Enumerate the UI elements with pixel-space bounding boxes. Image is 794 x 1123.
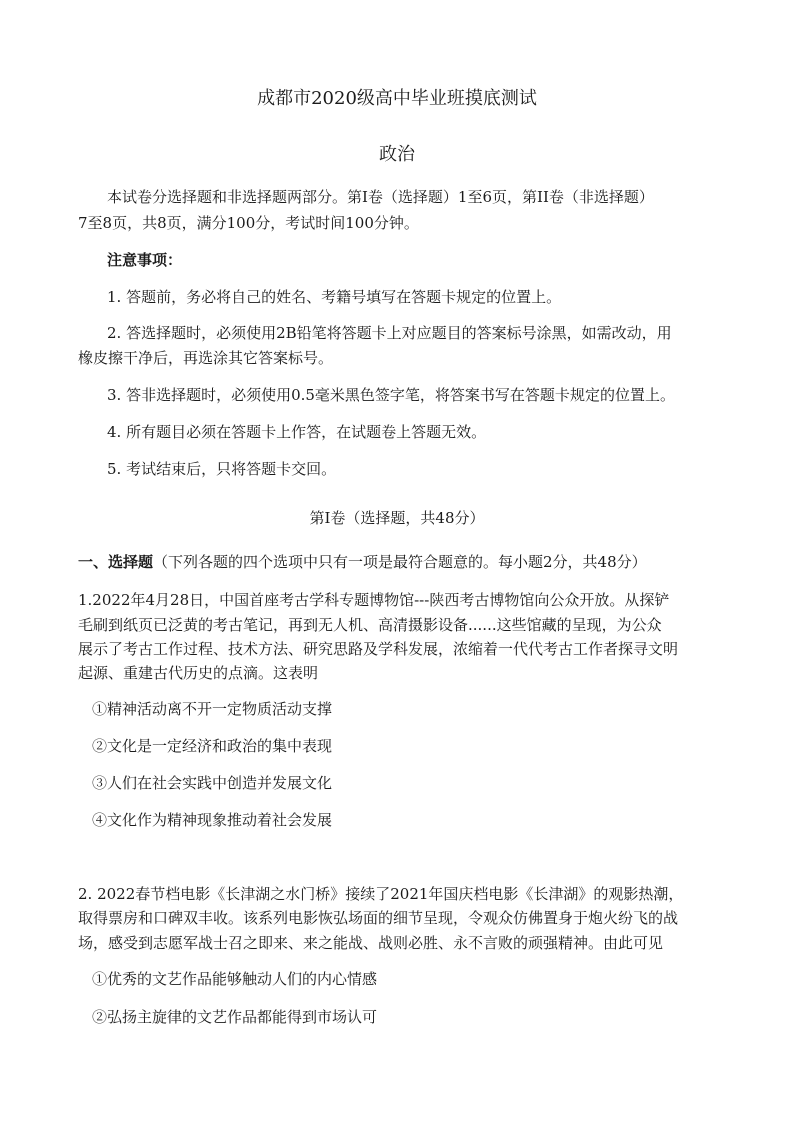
subject-title: 政治 bbox=[379, 144, 415, 165]
notice-item-5: 5. 考试结束后，只将答题卡交回。 bbox=[107, 460, 337, 478]
q1-statement-3: ③人们在社会实践中创造并发展文化 bbox=[92, 774, 333, 792]
q2-statement-2: ②弘扬主旋律的文艺作品都能得到市场认可 bbox=[92, 1008, 378, 1026]
q1-statement-2: ②文化是一定经济和政治的集中表现 bbox=[92, 737, 333, 755]
q2-stem-line-2: 取得票房和口碑双丰收。该系列电影恢弘场面的细节呈现，令观众仿佛置身于炮火纷飞的战 bbox=[78, 909, 679, 927]
q1-stem-line-2: 毛刷到纸页已泛黄的考古笔记，再到无人机、高清摄影设备......这些馆藏的呈现，为公众 bbox=[78, 616, 662, 634]
q2-statement-1: ①优秀的文艺作品能够触动人们的内心情感 bbox=[92, 970, 378, 988]
notice-item-2-line-2: 橡皮擦干净后，再选涂其它答案标号。 bbox=[78, 349, 334, 367]
q1-statement-4: ④文化作为精神现象推动着社会发展 bbox=[92, 811, 333, 829]
notice-item-2-line-1: 2. 答选择题时，必须使用2B铅笔将答题卡上对应题目的答案标号涂黑，如需改动，用 bbox=[107, 324, 672, 342]
page-title: 成都市2020级高中毕业班摸底测试 bbox=[257, 88, 537, 109]
q1-stem-line-4: 起源、重建古代历史的点滴。这表明 bbox=[78, 664, 319, 682]
notice-heading: 注意事项： bbox=[107, 251, 183, 269]
notice-item-3: 3. 答非选择题时，必须使用0.5毫米黑色签字笔，将答案书写在答题卡规定的位置上。 bbox=[107, 386, 675, 404]
q1-statement-1: ①精神活动离不开一定物质活动支撑 bbox=[92, 700, 333, 718]
intro-line-2: 7至8页，共8页，满分100分，考试时间100分钟。 bbox=[78, 214, 419, 232]
part-heading bbox=[78, 551, 718, 573]
intro-line-1: 本试卷分选择题和非选择题两部分。第I卷（选择题）1至6页，第II卷（非选择题） bbox=[107, 188, 654, 206]
notice-item-4: 4. 所有题目必须在答题卡上作答，在试题卷上答题无效。 bbox=[107, 423, 487, 441]
part-label: 一、选择题 bbox=[78, 553, 154, 571]
section-heading: 第I卷（选择题，共48分） bbox=[309, 509, 485, 527]
part-description: （下列各题的四个选项中只有一项是最符合题意的。每小题2分，共48分） bbox=[153, 553, 647, 571]
notice-item-1: 1. 答题前，务必将自己的姓名、考籍号填写在答题卡规定的位置上。 bbox=[107, 288, 562, 306]
q2-stem-line-1: 2. 2022春节档电影《长津湖之水门桥》接续了2021年国庆档电影《长津湖》的观影热潮， bbox=[78, 885, 684, 903]
q1-stem-line-3: 展示了考古工作过程、技术方法、研究思路及学科发展，浓缩着一代代考古工作者探寻文明 bbox=[78, 640, 679, 658]
q2-stem-line-3: 场，感受到志愿军战士召之即来、来之能战、战则必胜、永不言败的顽强精神。由此可见 bbox=[78, 934, 664, 952]
q1-stem-line-1: 1.2022年4月28日，中国首座考古学科专题博物馆---陕西考古博物馆向公众开放。从探铲 bbox=[78, 591, 670, 609]
